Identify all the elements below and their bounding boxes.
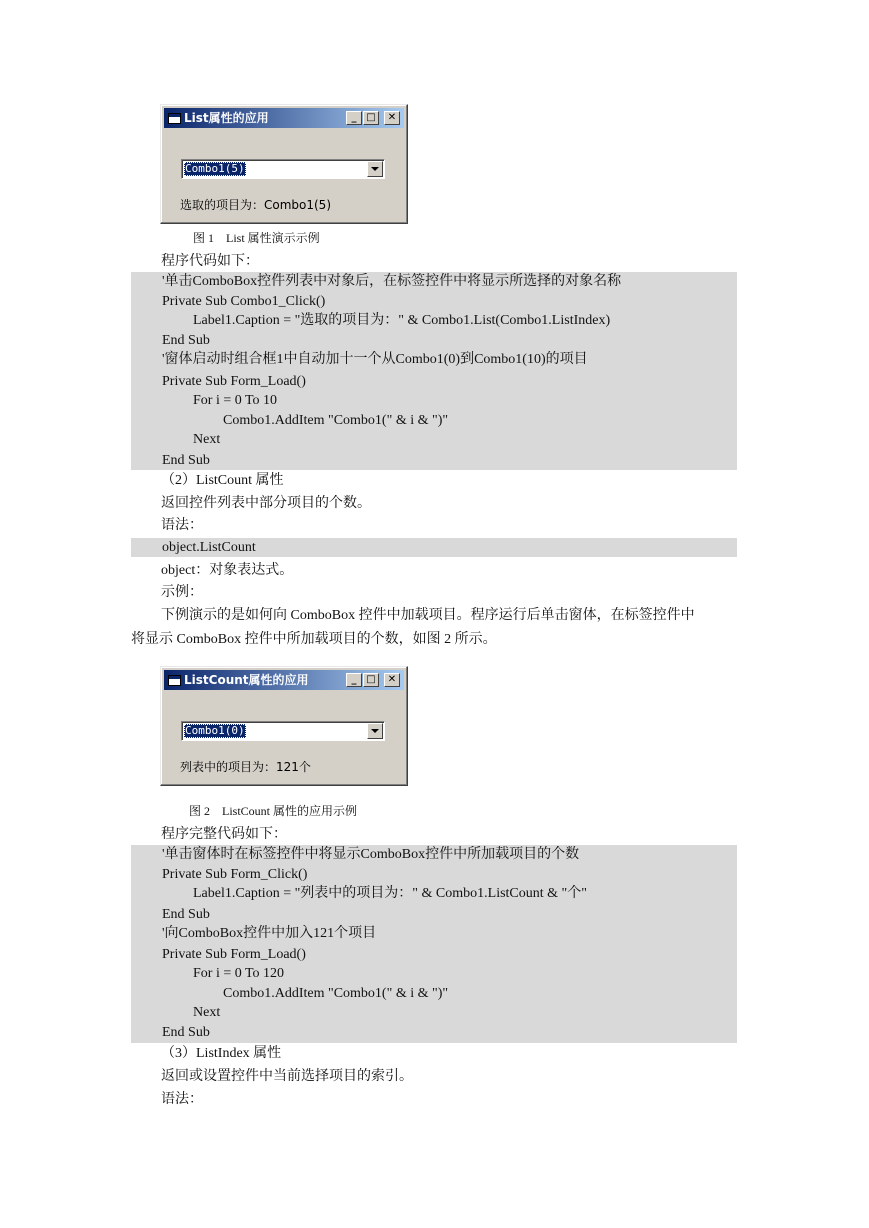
code-line: Private Sub Form_Load() <box>162 374 306 389</box>
code-line: For i = 0 To 10 <box>193 393 278 408</box>
code-line: Next <box>193 1005 221 1020</box>
code-line: Label1.Caption = "列表中的项目为：" & Combo1.ListCount & "个" <box>193 886 587 901</box>
section2-heading: （2）ListCount 属性 <box>161 473 284 488</box>
code-line: Label1.Caption = "选取的项目为：" & Combo1.List(Combo1.ListIndex) <box>193 313 611 328</box>
label1: 列表中的项目为：121个 <box>180 760 311 774</box>
app-icon <box>168 675 181 686</box>
dropdown-arrow-icon[interactable] <box>367 161 383 177</box>
object-description: object：对象表达式。 <box>161 563 294 578</box>
code2-intro: 程序完整代码如下： <box>161 827 287 842</box>
window-title: ListCount属性的应用 <box>184 673 309 687</box>
window-title: List属性的应用 <box>184 111 269 125</box>
figure1-caption: 图 1 List 属性演示示例 <box>193 231 320 245</box>
syntax-code: object.ListCount <box>162 540 256 555</box>
maximize-button[interactable]: □ <box>363 673 379 687</box>
combo1-dropdown[interactable] <box>181 721 385 741</box>
code-line: End Sub <box>162 1025 210 1040</box>
figure2-titlebar <box>164 670 404 690</box>
example-paragraph-line1: 下例演示的是如何向 ComboBox 控件中加载项目。程序运行后单击窗体，在标签控件中 <box>161 608 695 623</box>
code-line: End Sub <box>162 333 210 348</box>
section3-description: 返回或设置控件中当前选择项目的索引。 <box>161 1069 413 1084</box>
code-line: For i = 0 To 120 <box>193 966 285 981</box>
combo1-dropdown[interactable] <box>181 159 385 179</box>
section2-description: 返回控件列表中部分项目的个数。 <box>161 496 371 511</box>
app-icon <box>168 113 181 124</box>
combo1-selected-value: Combo1(0) <box>185 724 245 737</box>
code-line: End Sub <box>162 453 210 468</box>
code-line: Next <box>193 432 221 447</box>
code-line: '单击窗体时在标签控件中将显示ComboBox控件中所加载项目的个数 <box>162 847 580 862</box>
code1-intro: 程序代码如下： <box>161 254 259 269</box>
code-line: Private Sub Combo1_Click() <box>162 294 326 309</box>
minimize-button[interactable]: _ <box>346 111 362 125</box>
figure1-window <box>160 104 408 224</box>
syntax-label: 语法： <box>161 518 203 533</box>
code-line: Private Sub Form_Load() <box>162 947 306 962</box>
combo1-selected-value: Combo1(5) <box>185 162 245 175</box>
syntax-label: 语法： <box>161 1092 203 1107</box>
code-line: End Sub <box>162 907 210 922</box>
example-paragraph-line2: 将显示 ComboBox 控件中所加载项目的个数，如图 2 所示。 <box>131 632 497 647</box>
figure2-caption: 图 2 ListCount 属性的应用示例 <box>189 804 358 818</box>
close-button[interactable]: ✕ <box>384 111 400 125</box>
label1: 选取的项目为：Combo1(5) <box>180 198 332 212</box>
section3-heading: （3）ListIndex 属性 <box>161 1046 282 1061</box>
code-line: Private Sub Form_Click() <box>162 867 308 882</box>
code-line: '单击ComboBox控件列表中对象后，在标签控件中将显示所选择的对象名称 <box>162 274 622 289</box>
example-label: 示例： <box>161 585 203 600</box>
code-line: Combo1.AddItem "Combo1(" & i & ")" <box>223 986 449 1001</box>
figure2-window <box>160 666 408 786</box>
dropdown-arrow-icon[interactable] <box>367 723 383 739</box>
figure1-titlebar <box>164 108 404 128</box>
close-button[interactable]: ✕ <box>384 673 400 687</box>
code-line: Combo1.AddItem "Combo1(" & i & ")" <box>223 413 449 428</box>
code-line: '向ComboBox控件中加入121个项目 <box>162 926 377 941</box>
code-line: '窗体启动时组合框1中自动加十一个从Combo1(0)到Combo1(10)的项目 <box>162 352 588 367</box>
minimize-button[interactable]: _ <box>346 673 362 687</box>
maximize-button[interactable]: □ <box>363 111 379 125</box>
